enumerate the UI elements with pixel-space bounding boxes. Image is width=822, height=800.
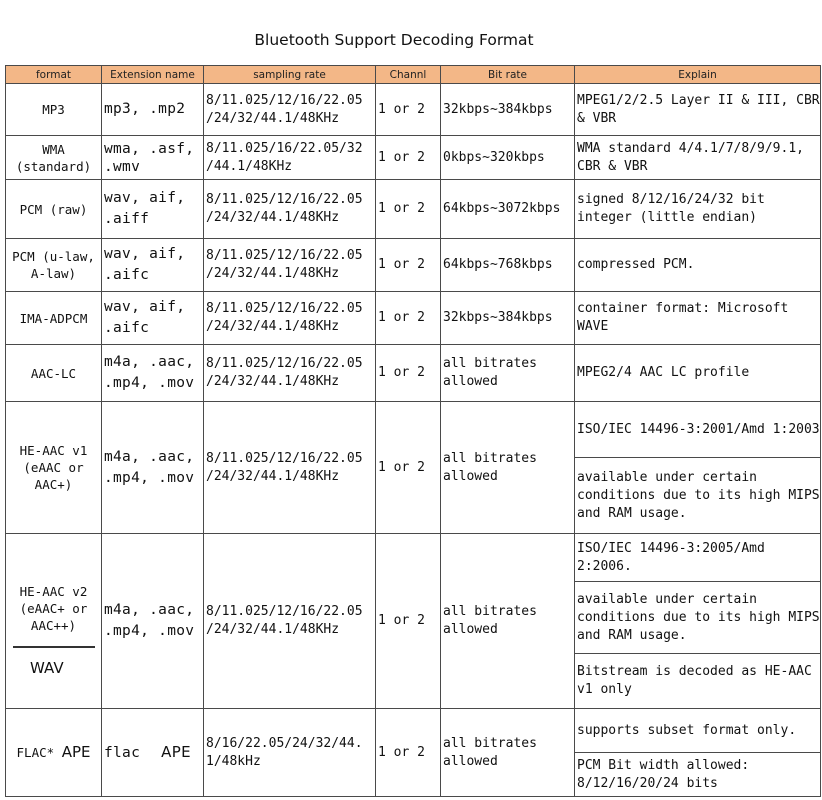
format-cell: IMA-ADPCM [6, 292, 102, 345]
page-title: Bluetooth Support Decoding Format [254, 31, 534, 49]
explain-cell: MPEG1/2/2.5 Layer II & III, CBR & VBR [575, 84, 821, 136]
bit-rate-cell: 64kbps~768kbps [441, 239, 575, 292]
channel-cell: 1 or 2 [376, 84, 441, 136]
channel-cell: 1 or 2 [376, 292, 441, 345]
format-cell: PCM (u-law, A-law) [6, 239, 102, 292]
table-row [6, 292, 821, 345]
format-cell: AAC-LC [6, 345, 102, 402]
explain-cell: WMA standard 4/4.1/7/8/9/9.1, CBR & VBR [575, 136, 821, 180]
channel-cell: 1 or 2 [376, 180, 441, 239]
header-extension: Extension name [102, 66, 204, 84]
explain-cell [575, 402, 821, 534]
bit-rate-cell: 32kbps~384kbps [441, 292, 575, 345]
header-explain: Explain [575, 66, 821, 84]
decoding-format-table [5, 65, 821, 797]
explain-sub-cell: available under certain conditions due to its high MIPS and RAM usage. [575, 582, 820, 654]
extension-cell: m4a, .aac, .mp4, .mov [102, 402, 204, 534]
bit-rate-cell: all bitrates allowed [441, 345, 575, 402]
extension-cell: mp3, .mp2 [102, 84, 204, 136]
sampling-rate-cell: 8/16/22.05/24/32/44. 1/48kHz [204, 709, 376, 797]
channel-cell: 1 or 2 [376, 136, 441, 180]
explain-sub-cell: ISO/IEC 14496-3:2005/Amd 2:2006. [575, 534, 820, 582]
explain-sub-cell: available under certain conditions due to its high MIPS and RAM usage. [577, 469, 820, 521]
explain-cell: container format: Microsoft WAVE [575, 292, 821, 345]
format-cell: HE-AAC v1 (eAAC or AAC+) [6, 402, 102, 534]
sampling-rate-cell: 8/11.025/12/16/22.05 /24/32/44.1/48KHz [204, 402, 376, 534]
extension-cell: wav, aif, .aifc [102, 292, 204, 345]
bit-rate-cell: 64kbps~3072kbps [441, 180, 575, 239]
channel-cell: 1 or 2 [376, 239, 441, 292]
explain-sub-cell: Bitstream is decoded as HE-AAC v1 only [577, 664, 812, 697]
sampling-rate-cell: 8/11.025/16/22.05/32 /44.1/48KHz [204, 136, 376, 180]
channel-cell: 1 or 2 [376, 345, 441, 402]
bit-rate-cell: all bitrates allowed [441, 534, 575, 709]
bit-rate-cell: 32kbps~384kbps [441, 84, 575, 136]
format-cell: WMA (standard) [6, 136, 102, 180]
header-bit-rate: Bit rate [441, 66, 575, 84]
divider-line [13, 646, 95, 648]
table-row [6, 180, 821, 239]
header-sampling-rate: sampling rate [204, 66, 376, 84]
bit-rate-cell: all bitrates allowed [441, 709, 575, 797]
header-channel: Channl [376, 66, 441, 84]
explain-sub-cell: PCM Bit width allowed: 8/12/16/20/24 bits [577, 757, 750, 791]
extension-cell: wav, aif, .aiff [102, 180, 204, 239]
extension-cell: flac APE [102, 709, 204, 797]
explain-sub-cell: supports subset format only. [575, 709, 820, 753]
format-cell: HE-AAC v2 (eAAC+ or AAC++) WAV [6, 534, 102, 709]
header-row [6, 66, 821, 84]
explain-cell: MPEG2/4 AAC LC profile [575, 345, 821, 402]
extension-cell: m4a, .aac, .mp4, .mov [102, 534, 204, 709]
format-cell: FLAC* APE [6, 709, 102, 797]
table-row [6, 709, 821, 797]
table-row [6, 534, 821, 709]
bit-rate-cell: 0kbps~320kbps [441, 136, 575, 180]
header-format: format [6, 66, 102, 84]
channel-cell: 1 or 2 [376, 402, 441, 534]
sampling-rate-cell: 8/11.025/12/16/22.05 /24/32/44.1/48KHz [204, 84, 376, 136]
sampling-rate-cell: 8/11.025/12/16/22.05 /24/32/44.1/48KHz [204, 180, 376, 239]
extension-cell: m4a, .aac, .mp4, .mov [102, 345, 204, 402]
table-row [6, 84, 821, 136]
sampling-rate-cell: 8/11.025/12/16/22.05 /24/32/44.1/48KHz [204, 239, 376, 292]
extension-cell: wma, .asf, .wmv [102, 136, 204, 180]
sampling-rate-cell: 8/11.025/12/16/22.05 /24/32/44.1/48KHz [204, 292, 376, 345]
explain-sub-cell: ISO/IEC 14496-3:2001/Amd 1:2003 [575, 402, 820, 458]
explain-cell [575, 534, 821, 709]
bit-rate-cell: all bitrates allowed [441, 402, 575, 534]
extension-cell: wav, aif, .aifc [102, 239, 204, 292]
table-row [6, 239, 821, 292]
channel-cell: 1 or 2 [376, 534, 441, 709]
sampling-rate-cell: 8/11.025/12/16/22.05 /24/32/44.1/48KHz [204, 534, 376, 709]
format-cell: MP3 [6, 84, 102, 136]
sampling-rate-cell: 8/11.025/12/16/22.05 /24/32/44.1/48KHz [204, 345, 376, 402]
table-row [6, 345, 821, 402]
explain-cell: signed 8/12/16/24/32 bit integer (little endian) [575, 180, 821, 239]
format-cell: PCM (raw) [6, 180, 102, 239]
explain-cell [575, 709, 821, 797]
explain-cell: compressed PCM. [575, 239, 821, 292]
table-row [6, 402, 821, 534]
table-row [6, 136, 821, 180]
channel-cell: 1 or 2 [376, 709, 441, 797]
